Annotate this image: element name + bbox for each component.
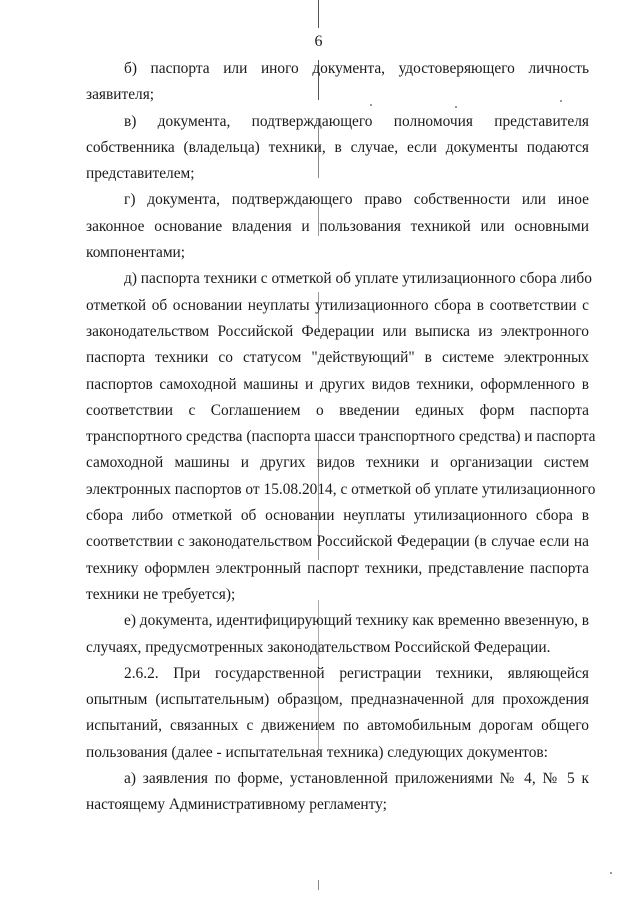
text-line: сбора либо отметкой об основании неуплаты утилизационного сбора в (86, 507, 589, 525)
text-line: электронных паспортов от 15.08.2014, с отметкой об уплате утилизационного (86, 480, 596, 498)
text-line: опытным (испытательным) образцом, предназначенной для прохождения (86, 691, 589, 709)
text-line: б) паспорта или иного документа, удостоверяющего личность (124, 60, 589, 77)
text-line: настоящему Административному регламенту; (86, 796, 387, 814)
text-line: законодательством Российской Федерации или выписка из электронного (86, 322, 589, 340)
text-line: представителем; (86, 165, 195, 183)
paragraph-d (86, 266, 596, 608)
text-line: техники не требуется); (86, 585, 236, 603)
paragraph-b (86, 56, 589, 109)
text-line: отметкой об основании неуплаты утилизационного сбора в соответствии с (86, 296, 589, 314)
text-line: а) заявления по форме, установленной приложениями № 4, № 5 к (124, 770, 589, 788)
text-line: технику оформлен электронный паспорт техники, представление паспорта (86, 559, 589, 577)
text-line: в) документа, подтверждающего полномочия представителя (124, 112, 589, 130)
text-line: случаях, предусмотренных законодательством Российской Федерации. (86, 638, 551, 656)
scan-artifact-line (318, 880, 319, 890)
text-line: самоходной машины и других видов техники и организации систем (86, 454, 589, 472)
paragraph-2-6-2 (86, 661, 589, 766)
text-line: испытаний, связанных с движением по автомобильным дорогам общего (86, 717, 589, 735)
text-line: законное основание владения и пользования техникой или основными (86, 217, 589, 235)
paragraph-a (86, 766, 589, 819)
text-line: паспорта техники со статусом "действующий" в системе электронных (86, 349, 589, 367)
text-line: д) паспорта техники с отметкой об уплате утилизационного сбора либо (124, 270, 592, 288)
page-number: 6 (314, 33, 323, 50)
text-line: соответствии с законодательством Российской Федерации (в случае если на (86, 533, 589, 551)
text-line: заявителя; (86, 86, 155, 104)
scan-artifact-line (318, 0, 319, 28)
text-line: паспортов самоходной машины и других видов техники, оформленного в (86, 375, 589, 393)
paragraph-e (86, 608, 589, 661)
text-line: е) документа, идентифицирующий технику как временно ввезенную, в (124, 612, 590, 630)
text-line: транспортного средства (паспорта шасси транспортного средства) и паспорта (86, 428, 596, 446)
text-line: собственника (владельца) техники, в случае, если документы подаются (86, 138, 589, 156)
text-line: г) документа, подтверждающего право собственности или иное (124, 191, 589, 209)
paragraph-g (86, 187, 589, 266)
document-body (86, 56, 596, 819)
text-line: 2.6.2. При государственной регистрации техники, являющейся (124, 664, 589, 682)
text-line: соответствии с Соглашением о введении единых форм паспорта (86, 401, 589, 419)
text-line: пользования (далее - испытательная техника) следующих документов: (86, 743, 548, 761)
text-line: компонентами; (86, 244, 186, 262)
scan-artifact-dot (610, 872, 612, 874)
paragraph-v (86, 109, 589, 188)
